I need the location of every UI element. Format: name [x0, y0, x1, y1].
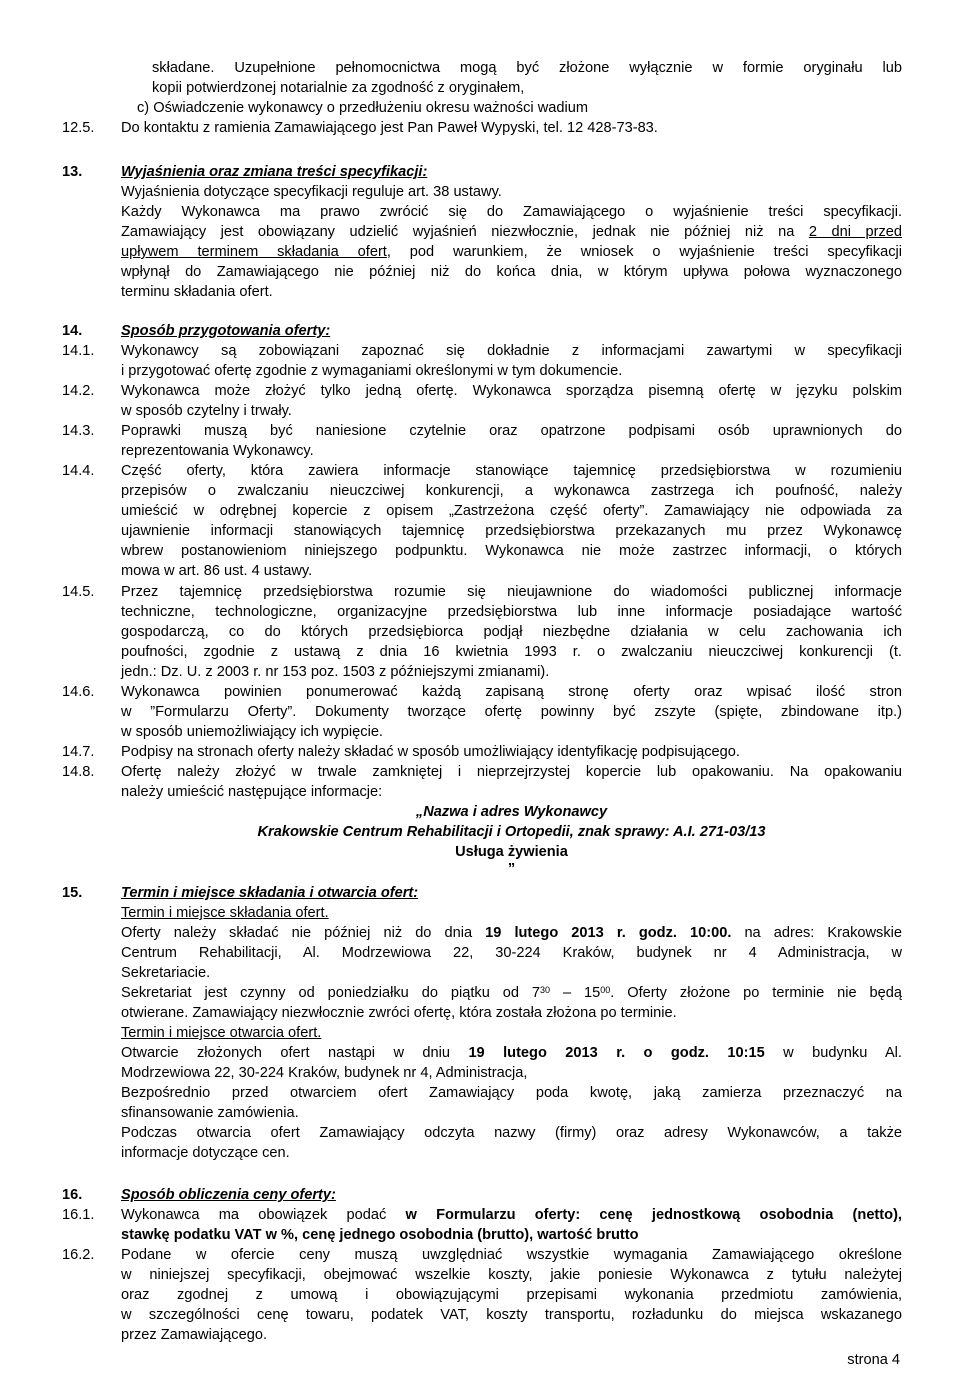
text-line: Centrum Rehabilitacji, Al. Modrzewiowa 22, 30-224 Kraków, budynek nr 4 Administracja, w: [121, 945, 902, 961]
text-line: Wykonawca może złożyć tylko jedną ofertę. Wykonawca sporządza pisemną ofertę w języku polskim: [121, 383, 902, 399]
section-number: 14.6.: [62, 684, 95, 700]
section-heading: Sposób przygotowania oferty:: [121, 323, 331, 339]
text-line: oraz zgodnej z umową i obowiązującymi przepisami wykonania przedmiotu zamówienia,: [121, 1287, 902, 1303]
section-number: 12.5.: [62, 120, 95, 136]
section-number: 14.2.: [62, 383, 95, 399]
text-line: w sposób czytelny i trwały.: [121, 403, 292, 419]
text-line: stawkę podatku VAT w %, cenę jednego osobodnia (brutto), wartość brutto: [121, 1227, 639, 1243]
text-line: ujawnienie informacji stanowiących tajemnicę przedsiębiorstwa przekazanych mu przez Wykonawcę: [121, 523, 902, 539]
page-number: strona 4: [847, 1352, 900, 1368]
text-line: Przez tajemnicę przedsiębiorstwa rozumie się nieujawnione do wiadomości publicznej informacje: [121, 584, 902, 600]
section-number: 16.1.: [62, 1207, 95, 1223]
text-line: przepisów o zwalczaniu nieuczciwej konkurencji, a wykonawca zastrzega ich poufność, należy: [121, 483, 902, 499]
text-line: Wykonawcy są zobowiązani zapoznać się dokładnie z informacjami zawartymi w specyfikacji: [121, 343, 902, 359]
section-number: 14.: [62, 323, 83, 339]
text-line: Podane w ofercie ceny muszą uwzględniać wszystkie wymagania Zamawiającego określone: [121, 1247, 902, 1263]
text-line: Bezpośrednio przed otwarciem ofert Zamawiający poda kwotę, jaką zamierza przeznaczyć na: [121, 1085, 902, 1101]
section-number: 15.: [62, 885, 83, 901]
text-line: Ofertę należy złożyć w trwale zamkniętej i nieprzejrzystej kopercie lub opakowaniu. Na opakowaniu: [121, 764, 902, 780]
text-line: Oferty należy składać nie później niż do dnia 19 lutego 2013 r. godz. 10:00. na adres: Krakowskie: [121, 925, 902, 941]
section-number: 14.4.: [62, 463, 95, 479]
text-line: gospodarczą, co do których przedsiębiorca podjął niezbędne działania w celu zachowania ich: [121, 624, 902, 640]
text-line: Każdy Wykonawca ma prawo zwrócić się do Zamawiającego o wyjaśnienie treści specyfikacji.: [121, 204, 902, 220]
text-line: Podczas otwarcia ofert Zamawiający odczyta nazwy (firmy) oraz adresy Wykonawców, a także: [121, 1125, 902, 1141]
text-line: Podpisy na stronach oferty należy składać w sposób umożliwiający identyfikację podpisującego.: [121, 744, 740, 760]
text-line: reprezentowania Wykonawcy.: [121, 443, 314, 459]
section-heading: Termin i miejsce składania i otwarcia ofert:: [121, 885, 419, 901]
section-number: 14.7.: [62, 744, 95, 760]
text-line: Wyjaśnienia dotyczące specyfikacji reguluje art. 38 ustawy.: [121, 184, 502, 200]
envelope-label-line: Krakowskie Centrum Rehabilitacji i Ortopedii, znak sprawy: A.I. 271-03/13: [257, 824, 766, 840]
text-line: jedn.: Dz. U. z 2003 r. nr 153 poz. 1503 z późniejszymi zmianami).: [121, 664, 550, 680]
text-line: wbrew postanowieniom niniejszego podpunktu. Wykonawca nie może zastrzec informacji, o których: [121, 543, 902, 559]
subheading: Termin i miejsce składania ofert.: [121, 905, 329, 921]
section-number: 13.: [62, 164, 83, 180]
text-line: Poprawki muszą być naniesione czytelnie oraz opatrzone podpisami osób uprawnionych do: [121, 423, 902, 439]
text-line: upływem terminem składania ofert, pod warunkiem, że wniosek o wyjaśnienie treści specyfikacji: [121, 244, 902, 260]
text-line: techniczne, technologiczne, organizacyjne przedsiębiorstwa lub inne informacje posiadające wartość: [121, 604, 902, 620]
text-line: Sekretariacie.: [121, 965, 211, 981]
section-number: 16.2.: [62, 1247, 95, 1263]
text-line: wpłynął do Zamawiającego nie później niż do końca dnia, w którym upływa połowa wyznaczonego: [121, 264, 902, 280]
text-line: mowa w art. 86 ust. 4 ustawy.: [121, 563, 313, 579]
text-line: w ”Formularzu Oferty”. Dokumenty tworzące ofertę powinny być zszyte (spięte, zbindowane itp.): [121, 704, 902, 720]
text-line: w niniejszej specyfikacji, obejmować wszelkie koszty, jakie poniesie Wykonawca z tytułu należytej: [121, 1267, 902, 1283]
text-line: należy umieścić następujące informacje:: [121, 784, 383, 800]
text-line: w sposób uniemożliwiający ich wypięcie.: [121, 724, 383, 740]
envelope-label-line: „Nazwa i adres Wykonawcy: [415, 804, 608, 820]
text-line: otwierane. Zamawiający niezwłocznie zwróci ofertę, która została złożona po terminie.: [121, 1005, 677, 1021]
text-line: Wykonawca ma obowiązek podać w Formularzu oferty: cenę jednostkową osobodnia (netto),: [121, 1207, 902, 1223]
text-line: przez Zamawiającego.: [121, 1327, 268, 1343]
section-heading: Sposób obliczenia ceny oferty:: [121, 1187, 336, 1203]
envelope-label-line: ”: [507, 861, 516, 877]
text-line: w szczególności cenę towaru, podatek VAT, koszty transportu, rozładunku do miejsca wskazanego: [121, 1307, 902, 1323]
text-line: kopii potwierdzonej notarialnie za zgodność z oryginałem,: [152, 80, 525, 96]
section-number: 16.: [62, 1187, 83, 1203]
section-number: 14.3.: [62, 423, 95, 439]
text-line: Zamawiający jest obowiązany udzielić wyjaśnień niezwłocznie, jednak nie później niż na 2 dni przed: [121, 224, 902, 240]
text-line: terminu składania ofert.: [121, 284, 273, 300]
text-line: c) Oświadczenie wykonawcy o przedłużeniu okresu ważności wadium: [137, 100, 588, 116]
text-line: składane. Uzupełnione pełnomocnictwa mogą być złożone wyłącznie w formie oryginału lub: [152, 60, 902, 76]
section-number: 14.5.: [62, 584, 95, 600]
section-heading: Wyjaśnienia oraz zmiana treści specyfikacji:: [121, 164, 428, 180]
text-line: Sekretariat jest czynny od poniedziałku do piątku od $7^{30} - 15^{00}$. Oferty złożone po terminie nie będą: [121, 985, 902, 1001]
text-line: informacje dotyczące cen.: [121, 1145, 290, 1161]
text-line: Do kontaktu z ramienia Zamawiającego jest Pan Paweł Wypyski, tel. 12 428-73-83.: [121, 120, 658, 136]
subheading: Termin i miejsce otwarcia ofert.: [121, 1025, 322, 1041]
text-line: i przygotować ofertę zgodnie z wymaganiami określonymi w tym dokumencie.: [121, 363, 623, 379]
text-line: poufności, zgodnie z ustawą z dnia 16 kwietnia 1993 r. o zwalczaniu nieuczciwej konkurencji (t.: [121, 644, 902, 660]
text-line: Otwarcie złożonych ofert nastąpi w dniu 19 lutego 2013 r. o godz. 10:15 w budynku Al.: [121, 1045, 902, 1061]
text-line: Część oferty, która zawiera informacje stanowiące tajemnicę przedsiębiorstwa w rozumieniu: [121, 463, 902, 479]
section-number: 14.1.: [62, 343, 95, 359]
section-number: 14.8.: [62, 764, 95, 780]
text-line: Modrzewiowa 22, 30-224 Kraków, budynek nr 4, Administracja,: [121, 1065, 528, 1081]
envelope-label-line: Usługa żywienia: [455, 844, 568, 860]
text-line: Wykonawca powinien ponumerować każdą zapisaną stronę oferty oraz wpisać ilość stron: [121, 684, 902, 700]
text-line: sfinansowanie zamówienia.: [121, 1105, 299, 1121]
text-line: umieścić w odrębnej kopercie z opisem „Zastrzeżona część oferty”. Zamawiający nie odpowiada za: [121, 503, 902, 519]
